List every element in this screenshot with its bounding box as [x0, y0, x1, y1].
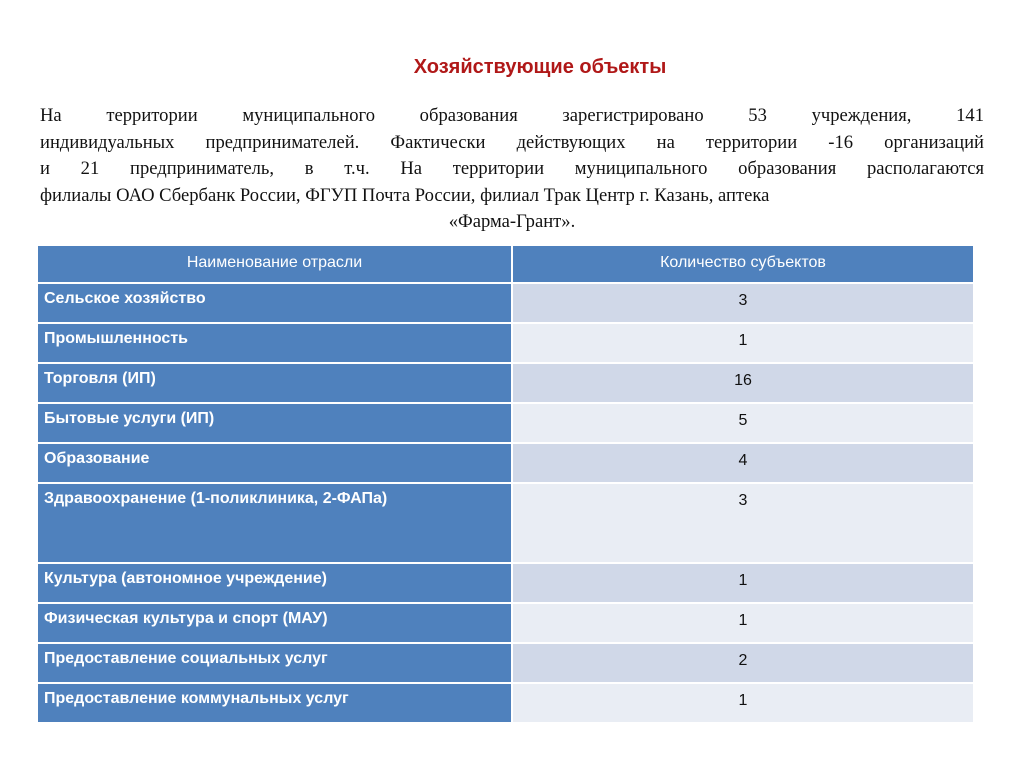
column-header-count: Количество субъектов — [512, 245, 974, 283]
table-row — [37, 443, 974, 483]
intro-line-3: и 21 предприниматель, в т.ч. На территории муниципального образования располагаются — [40, 158, 984, 179]
industry-name: Предоставление социальных услуг — [37, 643, 512, 683]
table-header-row — [37, 245, 974, 283]
industry-name: Образование — [37, 443, 512, 483]
industry-name: Сельское хозяйство — [37, 283, 512, 323]
industry-name: Физическая культура и спорт (МАУ) — [37, 603, 512, 643]
table-row — [37, 283, 974, 323]
intro-line-5: «Фарма-Грант». — [448, 211, 576, 232]
industry-name: Здравоохранение (1-поликлиника, 2-ФАПа) — [37, 483, 512, 563]
intro-line-2: индивидуальных предпринимателей. Фактически действующих на территории -16 организаций — [40, 131, 984, 153]
table-row — [37, 603, 974, 643]
table-row — [37, 563, 974, 603]
entity-count: 1 — [512, 323, 974, 363]
intro-line-4: филиалы ОАО Сбербанк России, ФГУП Почта России, филиал Трак Центр г. Казань, аптека — [40, 184, 770, 206]
intro-paragraph — [40, 103, 984, 236]
entity-count: 3 — [512, 483, 974, 563]
industry-table — [36, 244, 975, 724]
industry-name: Торговля (ИП) — [37, 363, 512, 403]
industry-name: Промышленность — [37, 323, 512, 363]
entity-count: 1 — [512, 603, 974, 643]
entity-count: 4 — [512, 443, 974, 483]
industry-name: Бытовые услуги (ИП) — [37, 403, 512, 443]
entity-count: 16 — [512, 363, 974, 403]
table-row — [37, 683, 974, 723]
table-row — [37, 483, 974, 563]
table-row — [37, 643, 974, 683]
entity-count: 2 — [512, 643, 974, 683]
industry-name: Культура (автономное учреждение) — [37, 563, 512, 603]
page-title: Хозяйствующие объекты — [413, 56, 667, 78]
table-row — [37, 403, 974, 443]
industry-name: Предоставление коммунальных услуг — [37, 683, 512, 723]
table-row — [37, 363, 974, 403]
entity-count: 1 — [512, 683, 974, 723]
entity-count: 1 — [512, 563, 974, 603]
intro-line-1: На территории муниципального образования зарегистрировано 53 учреждения, 141 — [40, 105, 984, 126]
entity-count: 3 — [512, 283, 974, 323]
entity-count: 5 — [512, 403, 974, 443]
column-header-industry: Наименование отрасли — [37, 245, 512, 283]
table-row — [37, 323, 974, 363]
